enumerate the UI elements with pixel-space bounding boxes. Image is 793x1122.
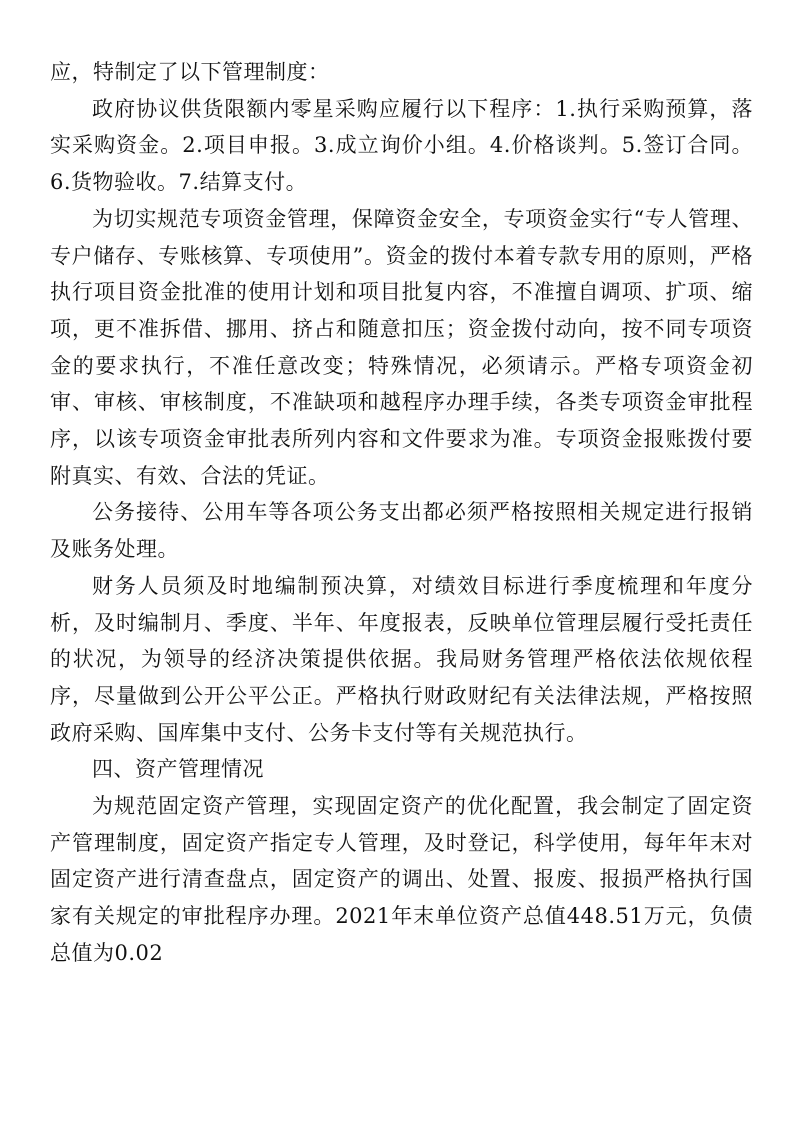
document-page: [50, 54, 753, 972]
paragraph-special-funds: 为切实规范专项资金管理，保障资金安全，专项资金实行“专人管理、专户储存、专账核算、专项使用”。资金的拨付本着专款专用的原则，严格执行项目资金批准的使用计划和项目批复内容，不准擅自调项、扩项、缩项，更不准拆借、挪用、挤占和随意扣压；资金拨付动向，按不同专项资金的要求执行，不准任意改变；特殊情况，必须请示。严格专项资金初审、审核、审核制度，不准缺项和越程序办理手续，各类专项资金审批程序，以该专项资金审批表所列内容和文件要求为准。专项资金报账拨付要附真实、有效、合法的凭证。: [50, 206, 753, 488]
paragraph-fixed-assets: 为规范固定资产管理，实现固定资产的优化配置，我会制定了固定资产管理制度，固定资产指定专人管理，及时登记，科学使用，每年年末对固定资产进行清查盘点，固定资产的调出、处置、报废、报损严格执行国家有关规定的审批程序办理。2021年末单位资产总值448.51万元，负债总值为0.02: [50, 794, 753, 965]
paragraph-official-expenses: 公务接待、公用车等各项公务支出都必须严格按照相关规定进行报销及账务处理。: [50, 500, 753, 562]
paragraph-procurement-procedure: 政府协议供货限额内零星采购应履行以下程序：1.执行采购预算，落实采购资金。2.项目申报。3.成立询价小组。4.价格谈判。5.签订合同。6.货物验收。7.结算支付。: [50, 96, 753, 195]
paragraph-continuation: 应，特制定了以下管理制度：: [50, 60, 330, 84]
section-heading-asset-management: 四、资产管理情况: [92, 757, 264, 782]
paragraph-financial-staff: 财务人员须及时地编制预决算，对绩效目标进行季度梳理和年度分析，及时编制月、季度、半年、年度报表，反映单位管理层履行受托责任的状况，为领导的经济决策提供依据。我局财务管理严格依法依规依程序，尽量做到公开公平公正。严格执行财政财纪有关法律法规，严格按照政府采购、国库集中支付、公务卡支付等有关规范执行。: [50, 573, 753, 745]
